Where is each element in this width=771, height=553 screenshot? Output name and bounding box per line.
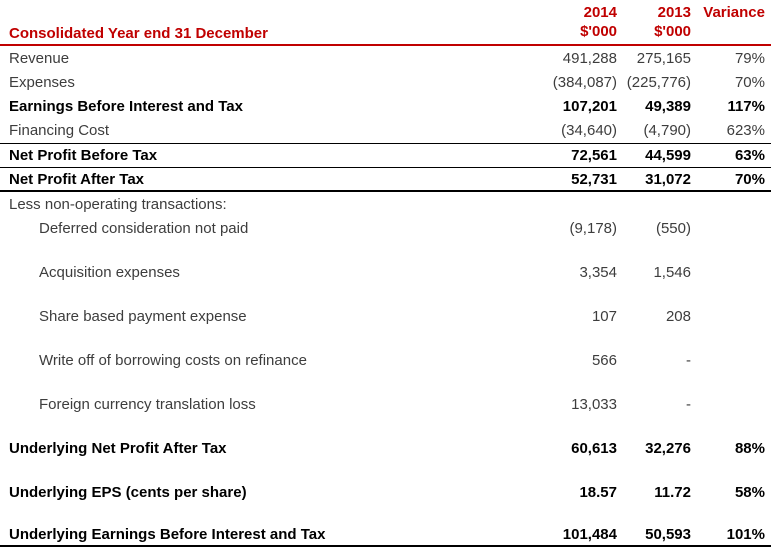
table-row-underlying-npat [0, 437, 771, 481]
value-2013: 32,276 [645, 439, 691, 457]
row-label: Net Profit Before Tax [9, 146, 158, 164]
value-variance: 58% [734, 483, 765, 501]
column-header-2014-units: $'000 [580, 23, 617, 40]
value-variance: 117% [727, 98, 765, 116]
row-label: Share based payment expense [39, 307, 247, 325]
value-variance: 101% [726, 526, 765, 544]
table-row-financing-cost [0, 119, 771, 143]
table-row-fx-translation-loss [0, 393, 771, 437]
row-label: Earnings Before Interest and Tax [9, 98, 243, 116]
column-header-2013 [617, 3, 691, 42]
table-row-deferred-consideration [0, 217, 771, 261]
value-2013: 275,165 [636, 49, 691, 67]
value-2014: 52,731 [571, 170, 617, 188]
value-2013: (225,776) [626, 74, 691, 92]
row-label: Net Profit After Tax [9, 170, 145, 188]
value-variance: 88% [734, 439, 765, 457]
row-label: Write off of borrowing costs on refinance [39, 351, 307, 369]
value-variance: 70% [734, 74, 765, 92]
value-2014: 491,288 [562, 49, 617, 67]
value-2014: 101,484 [562, 526, 617, 544]
row-label: Revenue [9, 49, 70, 67]
value-variance: 79% [734, 49, 765, 67]
value-2013: 31,072 [645, 170, 691, 188]
value-2014: 3,354 [579, 263, 617, 281]
row-label: Acquisition expenses [39, 263, 180, 281]
table-row-net-profit-after-tax [0, 168, 771, 192]
row-label: Underlying Net Profit After Tax [9, 439, 227, 457]
value-2014: (9,178) [569, 219, 617, 237]
table-row-ebit [0, 95, 771, 119]
column-header-2013-units: $'000 [654, 23, 691, 40]
column-header-variance: Variance [703, 4, 765, 21]
value-2013: (4,790) [643, 122, 691, 140]
table-row-expenses [0, 70, 771, 94]
value-2014: 13,033 [571, 395, 617, 413]
value-2014: 60,613 [571, 439, 617, 457]
table-row-less-non-operating [0, 192, 771, 216]
row-label: Underlying EPS (cents per share) [9, 483, 247, 501]
value-2014: 107 [591, 307, 617, 325]
value-2014: (384,087) [552, 74, 617, 92]
value-variance: 63% [734, 146, 765, 164]
table-row-acquisition-expenses [0, 261, 771, 305]
table-row-write-off-borrowing-costs [0, 349, 771, 393]
value-2014: (34,640) [561, 122, 617, 140]
value-2013: 49,389 [645, 98, 691, 116]
value-2014: 566 [591, 351, 617, 369]
table-title: Consolidated Year end 31 December [9, 25, 268, 42]
value-2013: - [686, 351, 691, 369]
value-2014: 107,201 [562, 98, 617, 116]
row-label: Financing Cost [9, 122, 110, 140]
value-2014: 72,561 [571, 146, 617, 164]
row-label: Expenses [9, 74, 75, 92]
row-label: Foreign currency translation loss [39, 395, 256, 413]
value-2013: 1,546 [653, 263, 691, 281]
value-2013: 208 [665, 307, 691, 325]
value-2013: 44,599 [645, 146, 691, 164]
table-row-underlying-ebit [0, 525, 771, 547]
value-2013: (550) [655, 219, 691, 237]
table-header-row [0, 0, 771, 46]
table-row-share-based-payment [0, 305, 771, 349]
column-header-2014 [505, 3, 617, 42]
column-header-2014-year: 2014 [583, 4, 617, 21]
table-row-net-profit-before-tax [0, 144, 771, 168]
row-label: Deferred consideration not paid [39, 219, 249, 237]
value-2013: 50,593 [645, 526, 691, 544]
value-2013: 11.72 [654, 483, 691, 501]
table-row-underlying-eps [0, 481, 771, 525]
column-header-2013-year: 2013 [657, 4, 691, 21]
row-label: Less non-operating transactions: [9, 196, 227, 214]
row-label: Underlying Earnings Before Interest and Tax [9, 526, 326, 544]
value-variance: 70% [734, 170, 765, 188]
value-variance: 623% [726, 122, 765, 140]
value-2013: - [686, 395, 691, 413]
table-row-revenue [0, 46, 771, 70]
value-2014: 18.57 [579, 483, 617, 501]
